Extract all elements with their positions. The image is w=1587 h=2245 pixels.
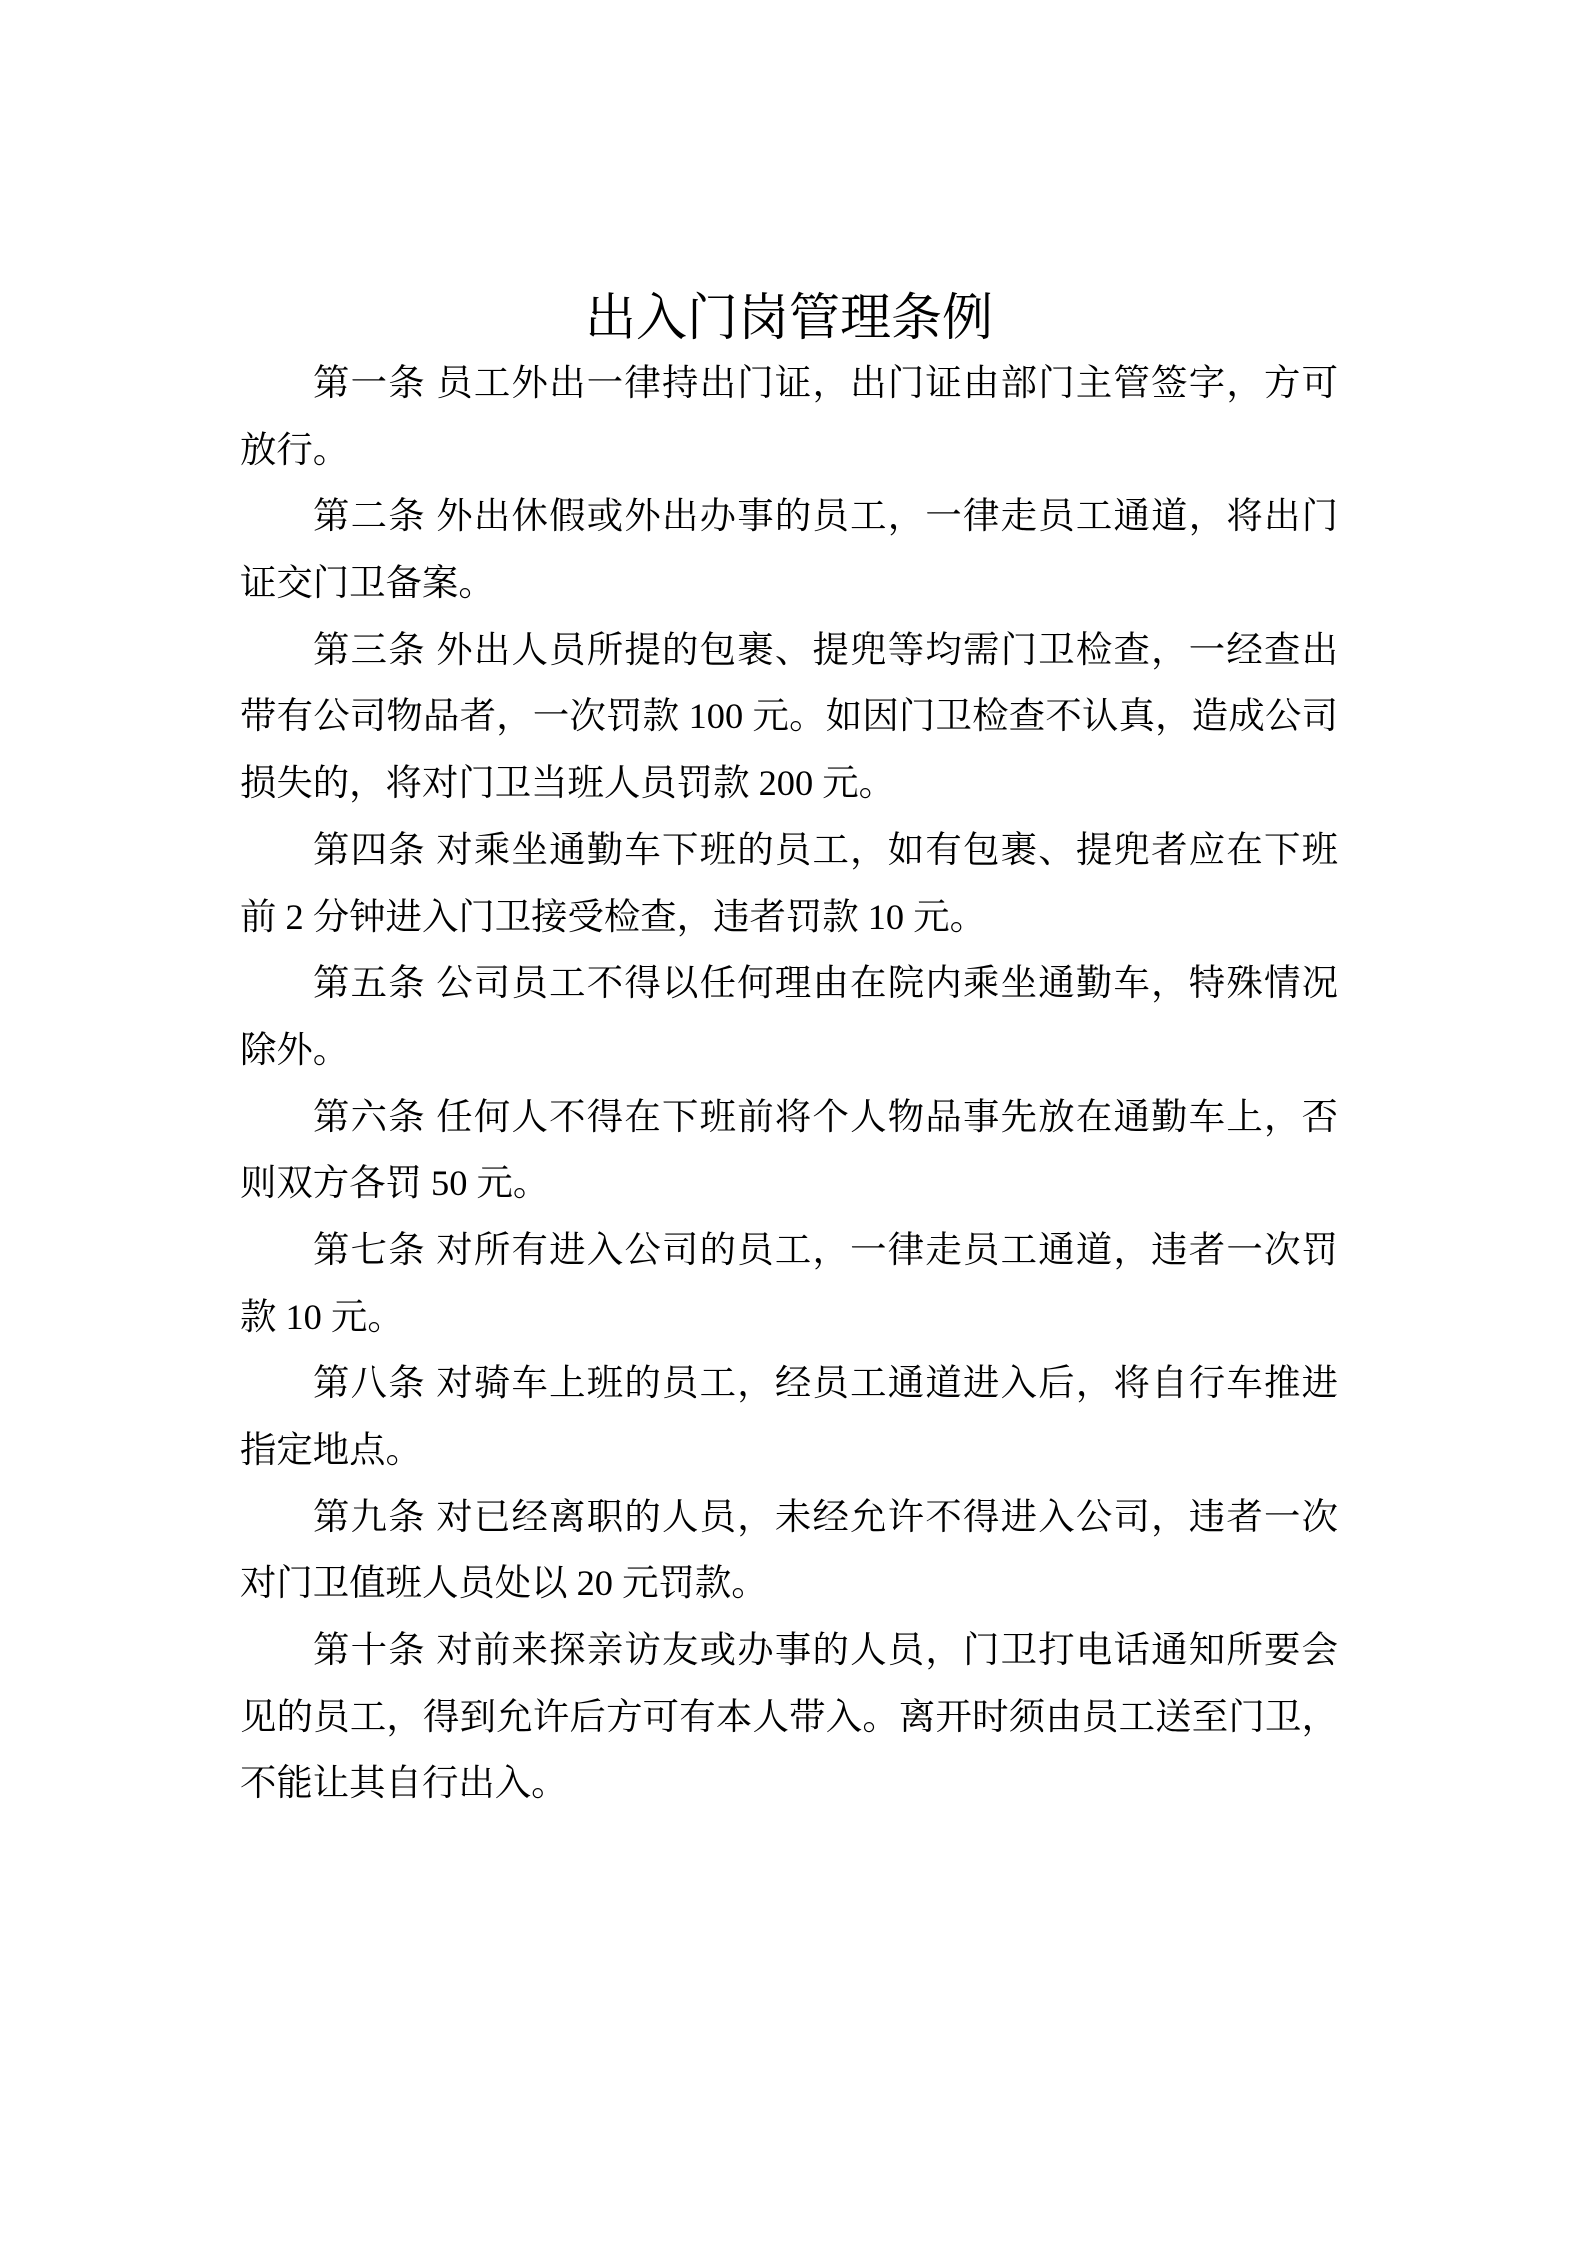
clause-line: 第六条 任何人不得在下班前将个人物品事先放在通勤车上，否 [313,1096,1338,1137]
clause-6 [240,1084,1338,1217]
clause-4 [240,817,1338,950]
clause-line: 第十条 对前来探亲访友或办事的人员，门卫打电话通知所要会 [313,1630,1338,1671]
clause-1 [240,350,1338,483]
clause-line: 第五条 公司员工不得以任何理由在院内乘坐通勤车，特殊情况 [313,963,1338,1004]
clause-8 [240,1350,1338,1483]
clause-line: 第三条 外出人员所提的包裹、提兜等均需门卫检查，一经查出 [313,629,1338,670]
clause-9 [240,1484,1338,1617]
clause-line: 带有公司物品者，一次罚款 100 元。如因门卫检查不认真，造成公司 [240,696,1338,737]
clause-2 [240,483,1338,616]
clause-line: 则双方各罚 50 元。 [240,1163,550,1204]
clause-5 [240,950,1338,1083]
clause-7 [240,1217,1338,1350]
clause-3 [240,617,1338,817]
clause-line: 第八条 对骑车上班的员工，经员工通道进入后，将自行车推进 [313,1363,1338,1404]
clause-line: 第九条 对已经离职的人员，未经允许不得进入公司，违者一次 [313,1496,1338,1537]
clause-line: 前 2 分钟进入门卫接受检查，违者罚款 10 元。 [240,896,987,937]
clause-line: 见的员工，得到允许后方可有本人带入。离开时须由员工送至门卫， [240,1696,1338,1737]
clause-line: 放行。 [240,429,350,470]
clause-line: 证交门卫备案。 [240,563,495,604]
clause-line: 损失的，将对门卫当班人员罚款 200 元。 [240,763,896,804]
clause-line: 指定地点。 [240,1430,422,1470]
clause-line: 第七条 对所有进入公司的员工，一律走员工通道，违者一次罚 [313,1229,1338,1270]
clause-line: 款 10 元。 [240,1296,404,1337]
document-body [240,350,1338,1817]
clause-line: 第一条 员工外出一律持出门证，出门证由部门主管签字，方可 [313,363,1338,403]
clause-line: 第二条 外出休假或外出办事的员工，一律走员工通道，将出门 [313,496,1338,537]
clause-line: 除外。 [240,1029,350,1070]
clause-line: 不能让其自行出入。 [240,1763,568,1804]
clause-line: 第四条 对乘坐通勤车下班的员工，如有包裹、提兜者应在下班 [313,829,1338,870]
clause-line: 对门卫值班人员处以 20 元罚款。 [240,1563,768,1604]
document-title: 出入门岗管理条例 [584,289,993,349]
clause-10 [240,1617,1338,1817]
